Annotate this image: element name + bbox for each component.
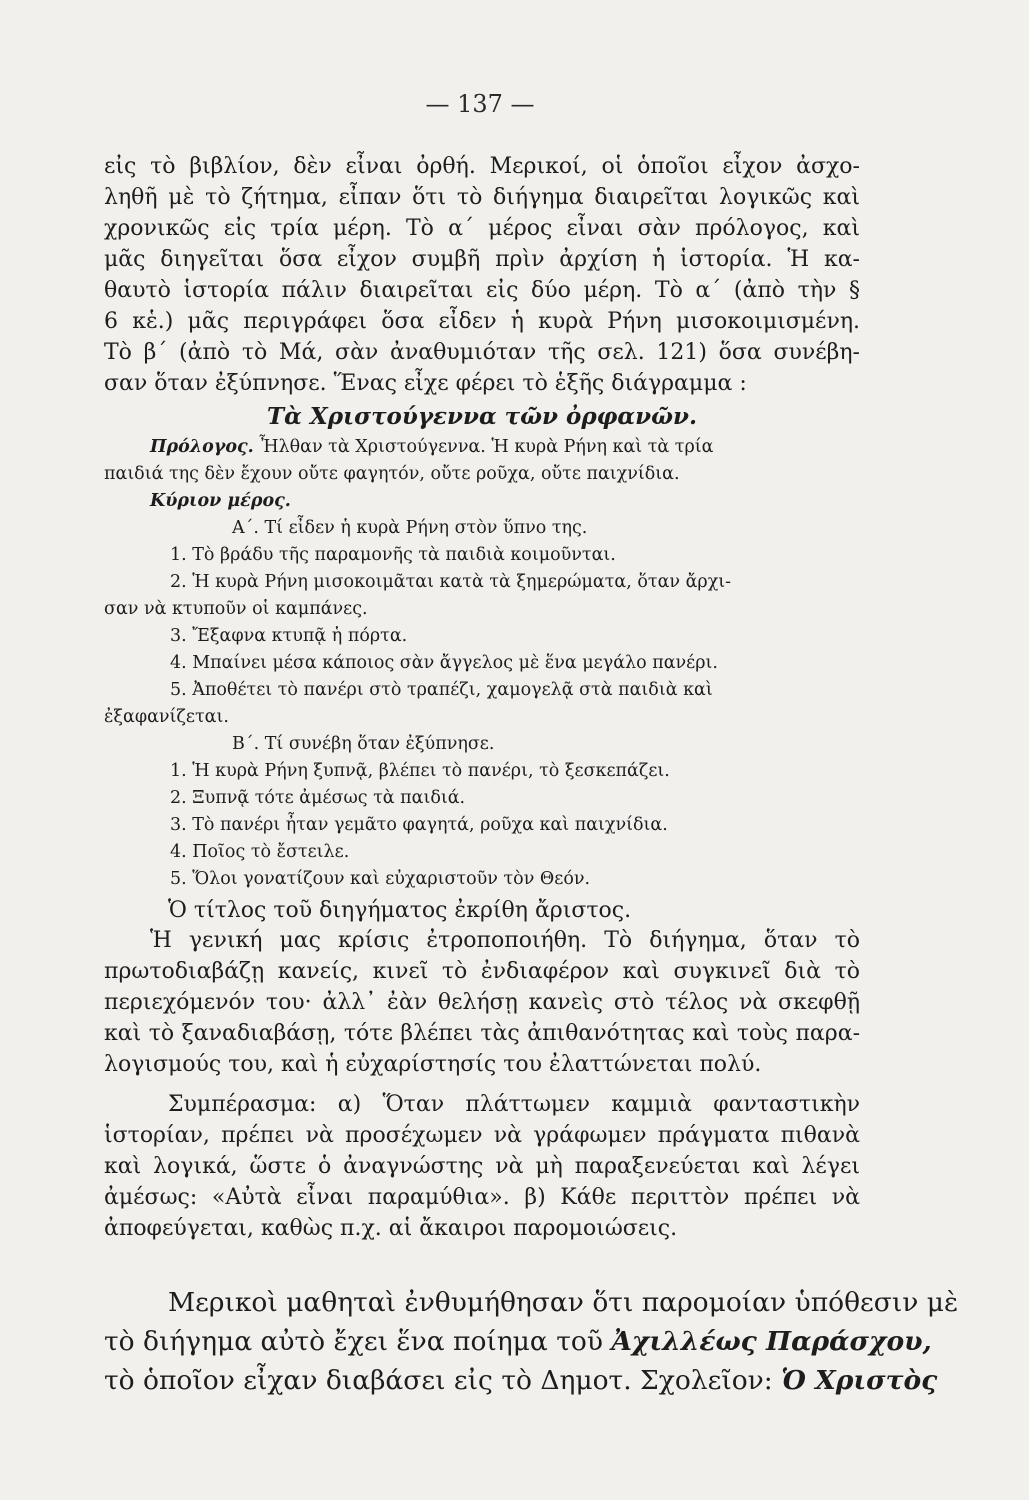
- text-line: Ὁ τίτλος τοῦ διηγήματος ἐκρίθη ἄριστος.: [168, 898, 632, 923]
- text-line: ληθῆ μὲ τὸ ζήτημα, εἶπαν ὅτι τὸ διήγημα διαιρεῖται λογικῶς καὶ: [104, 185, 860, 210]
- text-line: ἱστορίαν, πρέπει νὰ προσέχωμεν νὰ γράφωμεν πράγματα πιθανὰ: [104, 1123, 860, 1148]
- list-item: 2. Ἡ κυρὰ Ρήνη μισοκοιμᾶται κατὰ τὰ ξημερώματα, ὅταν ἄρχι-: [170, 572, 732, 592]
- text-line: καὶ λογικά, ὥστε ὁ ἀναγνώστης νὰ μὴ παραξενεύεται καὶ λέγει: [104, 1154, 860, 1179]
- diagram-title: Τὰ Χριστούγεννα τῶν ὀρφανῶν.: [267, 403, 697, 430]
- poem-title: Ὁ Χριστὸς: [781, 1365, 938, 1396]
- text-line: Μερικοὶ μαθηταὶ ἐνθυμήθησαν ὅτι παρομοίαν ὑπόθεσιν μὲ: [168, 1287, 959, 1318]
- text-line: Τὸ β΄ (ἀπὸ τὸ Μά, σὰν ἀναθυμιόταν τῆς σελ. 121) ὅσα συνέβη-: [104, 340, 860, 365]
- text-segment: τὸ διήγημα αὐτὸ ἔχει ἕνα ποίημα τοῦ: [104, 1326, 612, 1357]
- text-line: λογισμούς του, καὶ ἡ εὐχαρίστησίς του ἐλαττώνεται πολύ.: [104, 1052, 762, 1077]
- text-line: [104, 1322, 932, 1362]
- section-heading: Α΄. Τί εἶδεν ἡ κυρὰ Ρήνη στὸν ὕπνο της.: [232, 518, 588, 538]
- text-line: καὶ τὸ ξαναδιαβάσῃ, τότε βλέπει τὰς ἀπιθανότητας καὶ τοὺς παρα-: [104, 1021, 860, 1046]
- text-line: περιεχόμενόν του· ἀλλ᾽ ἐὰν θελήσῃ κανεὶς στὸ τέλος νὰ σκεφθῇ: [104, 990, 860, 1015]
- list-item: 3. Τὸ πανέρι ἦταν γεμᾶτο φαγητά, ροῦχα καὶ παιχνίδια.: [170, 815, 668, 835]
- list-item: 4. Ποῖος τὸ ἔστειλε.: [170, 842, 350, 862]
- main-part-heading: Κύριον μέρος.: [150, 491, 291, 511]
- text-line: ἐξαφανίζεται.: [104, 707, 229, 727]
- text-line: σαν ὅταν ἐξύπνησε. Ἕνας εἶχε φέρει τὸ ἑξῆς διάγραμμα :: [104, 371, 747, 396]
- list-item: 5. Ὅλοι γονατίζουν καὶ εὐχαριστοῦν τὸν Θεόν.: [170, 869, 591, 889]
- list-item: 1. Τὸ βράδυ τῆς παραμονῆς τὰ παιδιὰ κοιμοῦνται.: [170, 545, 616, 565]
- prologue-line: [150, 434, 860, 461]
- text-line: χρονικῶς εἰς τρία μέρη. Τὸ α΄ μέρος εἶναι σὰν πρόλογος, καὶ: [104, 216, 860, 241]
- list-item: 1. Ἡ κυρὰ Ρήνη ξυπνᾷ, βλέπει τὸ πανέρι, τὸ ξεσκεπάζει.: [170, 761, 670, 781]
- section-heading: Β΄. Τί συνέβη ὅταν ἐξύπνησε.: [232, 734, 495, 754]
- text-line: Ἡ γενική μας κρίσις ἐτροποποιήθη. Τὸ διήγημα, ὅταν τὸ: [150, 928, 860, 953]
- list-item: 5. Ἀποθέτει τὸ πανέρι στὸ τραπέζι, χαμογελᾷ στὰ παιδιὰ καὶ: [170, 680, 713, 700]
- text-line: εἰς τὸ βιβλίον, δὲν εἶναι ὀρθή. Μερικοί, οἱ ὁποῖοι εἶχον ἀσχο-: [104, 154, 860, 179]
- text-segment: τὸ ὁποῖον εἶχαν διαβάσει εἰς τὸ Δημοτ. Σχολεῖον:: [104, 1365, 782, 1396]
- page-number: — 137 —: [425, 90, 535, 118]
- text-line: θαυτὸ ἱστορία πάλιν διαιρεῖται εἰς δύο μέρη. Τὸ α΄ (ἀπὸ τὴν §: [104, 278, 860, 303]
- text-line: σαν νὰ κτυποῦν οἱ καμπάνες.: [104, 599, 368, 619]
- text-line: ἀποφεύγεται, καθὼς π.χ. αἱ ἄκαιροι παρομοιώσεις.: [104, 1216, 678, 1241]
- text-line: [104, 1361, 938, 1401]
- list-item: 2. Ξυπνᾷ τότε ἀμέσως τὰ παιδιά.: [170, 788, 466, 808]
- text-line: μᾶς διηγεῖται ὅσα εἶχον συμβῆ πρὶν ἀρχίση ἡ ἱστορία. Ἡ κα-: [104, 247, 860, 272]
- text-line: πρωτοδιαβάζῃ κανείς, κινεῖ τὸ ἐνδιαφέρον καὶ συγκινεῖ διὰ τὸ: [104, 959, 860, 984]
- list-item: 4. Μπαίνει μέσα κάποιος σὰν ἄγγελος μὲ ἕνα μεγάλο πανέρι.: [170, 653, 718, 673]
- text-line: 6 κἑ.) μᾶς περιγράφει ὅσα εἶδεν ἡ κυρὰ Ρήνη μισοκοιμισμένη.: [104, 309, 860, 334]
- list-item: 3. Ἔξαφνα κτυπᾷ ἡ πόρτα.: [170, 626, 408, 646]
- text-line: Συμπέρασμα: α) Ὅταν πλάττωμεν καμμιὰ φανταστικὴν: [168, 1092, 860, 1117]
- author-name: Ἀχιλλέως Παράσχου,: [611, 1326, 932, 1357]
- text-line: παιδιά της δὲν ἔχουν οὔτε φαγητόν, οὔτε ροῦχα, οὔτε παιχνίδια.: [104, 464, 680, 484]
- prologue-label: Πρόλογος.: [150, 437, 254, 457]
- text-line: ἀμέσως: «Αὐτὰ εἶναι παραμύθια». β) Κάθε περιττὸν πρέπει νὰ: [104, 1185, 860, 1210]
- prologue-text: Ἦλθαν τὰ Χριστούγεννα. Ἡ κυρὰ Ρήνη καὶ τὰ τρία: [253, 437, 714, 457]
